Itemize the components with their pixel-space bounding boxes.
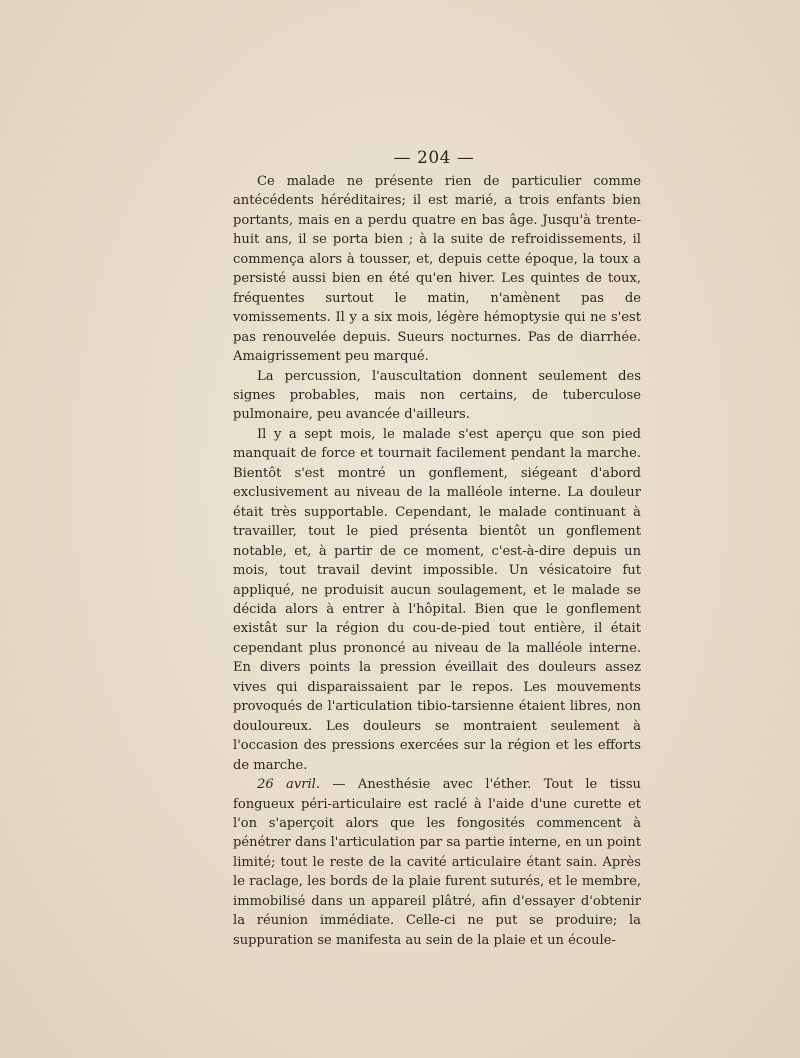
- paragraph-medical-history: Ce malade ne présente rien de particulier comme antécédents héréditaires; il est marié, a trois enfants bien portants, mais en a perdu quatre en bas âge. Jusqu'à trente-huit ans, il se porta bien ; à la suite de refroidissements, il commença alors à tousser, et, depuis cette époque, la toux a persisté aussi bien en été qu'en hiver. Les quintes de toux, fréquentes surtout le matin, n'amènent pas de vomissements. Il y a six mois, légère hémoptysie qui ne s'est pas renouvelée depuis. Sueurs nocturnes. Pas de diarrhée. Amaigrissement peu marqué.: [233, 174, 641, 365]
- paragraph-surgery: [233, 775, 641, 950]
- paragraph-surgery-text: — Anesthésie avec l'éther. Tout le tissu fongueux péri-articulaire est raclé à l'aide d'une curette et l'on s'aperçoit alors que les fongosités commencent à pénétrer dans l'articulation par sa partie interne, en un point limité; tout le reste de la cavité articulaire étant sain. Après le raclage, les bords de la plaie furent suturés, et le membre, immobilisé dans un appareil plâtré, afin d'essayer d'obtenir la réunion immédiate. Celle-ci ne put se produire; la suppuration se manifesta au sein de la plaie et un écoule-: [233, 777, 641, 948]
- body-text: [233, 172, 641, 950]
- page-number: — 204 —: [393, 148, 475, 168]
- paragraph-percussion: La percussion, l'auscultation donnent seulement des signes probables, mais non certains, de tuberculose pulmonaire, peu avancée d'ailleurs.: [233, 368, 641, 423]
- entry-date: 26 avril.: [257, 777, 321, 793]
- paragraph-foot-symptoms: Il y a sept mois, le malade s'est aperçu que son pied manquait de force et tournait facilement pendant la marche. Bientôt s'est montré un gonflement, siégeant d'abord exclusivement au niveau de la malléole interne. La douleur était très supportable. Cependant, le malade continuant à travailler, tout le pied présenta bientôt un gonflement notable, et, à partir de ce moment, c'est-à-dire depuis un mois, tout travail devint impossible. Un vésicatoire fut appliqué, ne produisit aucun soulagement, et le malade se décida alors à entrer à l'hôpital. Bien que le gonflement existât sur la région du cou-de-pied tout entière, il était cependant plus prononcé au niveau de la malléole interne. En divers points la pression éveillait des douleurs assez vives qui disparaissaient par le repos. Les mouvements provoqués de l'articulation tibio-tarsienne étaient libres, non douloureux. Les douleurs se montraient seulement à l'occasion des pressions exercées sur la région et les efforts de marche.: [233, 426, 641, 773]
